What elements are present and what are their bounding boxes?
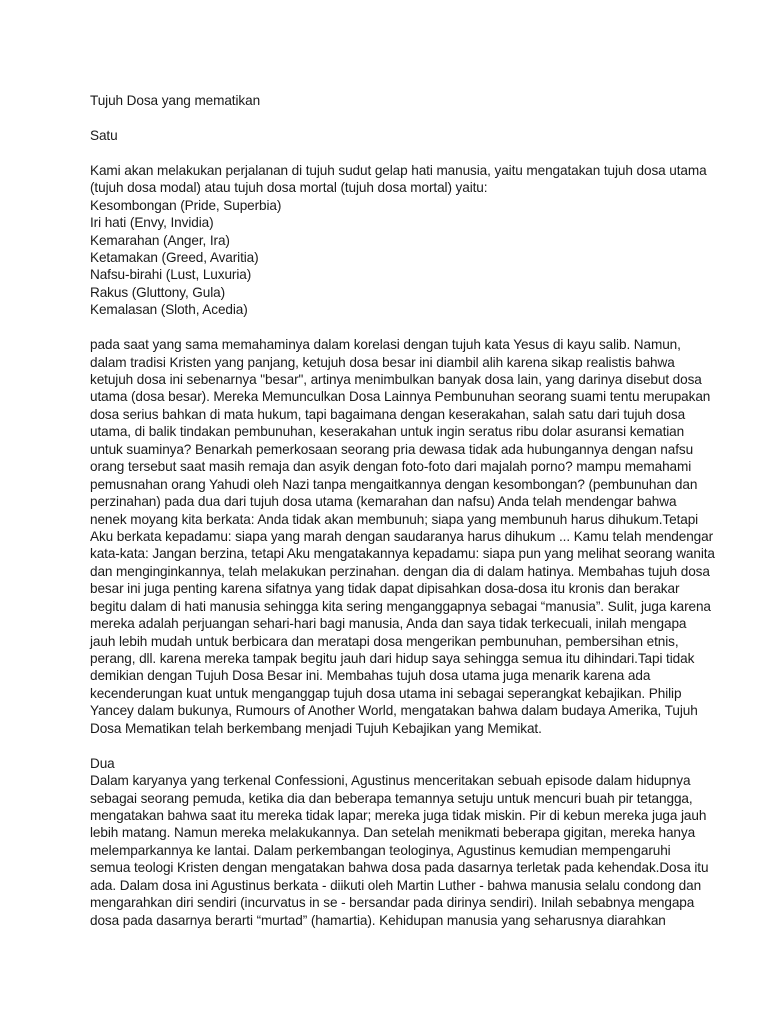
spacer [90,144,690,161]
text-line: mengarahkan diri sendiri (incurvatus in se - bersandar pada dirinya sendiri). Inilah sebabnya mengapa [90,895,695,911]
text-line: ada. Dalam dosa ini Agustinus berkata - diikuti oleh Martin Luther - bahwa manusia selalu condong dan [90,877,702,893]
text-line: lebih matang. Namun mereka melakukannya. Dan setelah menikmati beberapa gigitan, mereka hanya [90,825,696,841]
intro-paragraph [90,162,707,197]
document-body [90,92,715,929]
text-line: nenek moyang kita berkata: Anda tidak akan membunuh; siapa yang membunuh harus dihukum.Tetapi [90,511,699,527]
text-line: demikian dengan Tujuh Dosa Besar ini. Membahas tujuh dosa utama juga menarik karena ada [90,668,651,684]
text-line: perang, dll. karena mereka tampak begitu jauh dari hidup saya sehingga semua itu dihindari.Tapi tidak [90,651,695,666]
text-line: mengatakan bahwa saat itu mereka tidak lapar; mereka juga tidak miskin. Pir di kebun mereka juga jauh [90,807,707,823]
text-line: Iri hati (Envy, Invidia) [90,215,214,231]
paragraph-one [90,336,715,737]
text-line: Yancey dalam bukunya, Rumours of Another World, mengatakan bahwa dalam budaya Amerika, Tujuh [90,703,698,719]
text-line: sebagai seorang pemuda, ketika dia dan beberapa temannya setuju untuk mencuri buah pir tetangga, [90,790,693,806]
text-line: (tujuh dosa modal) atau tujuh dosa mortal (tujuh dosa mortal) yaitu: [90,180,488,196]
spacer [90,319,690,336]
text-line: begitu dalam di hati manusia sehingga kita sering menganggapnya sebagai “manusia”. Sulit, juga karena [90,598,711,614]
document-title: Tujuh Dosa yang mematikan [90,93,261,108]
text-line: Ketamakan (Greed, Avaritia) [90,249,259,265]
section-heading-satu: Satu [90,127,118,143]
text-line: Kami akan melakukan perjalanan di tujuh sudut gelap hati manusia, yaitu mengatakan tujuh dosa utama [90,162,707,178]
text-line: utama (dosa besar). Mereka Memunculkan Dosa Lainnya Pembunuhan seorang suami tentu merupakan [90,389,711,405]
text-line: Nafsu-birahi (Lust, Luxuria) [90,267,252,283]
text-line: pemusnahan orang Yahudi oleh Nazi tanpa mengaitkannya dengan kesombongan? (pembunuhan dan [90,476,698,492]
text-line: pada saat yang sama memahaminya dalam korelasi dengan tujuh kata Yesus di kayu salib. Namun, [90,337,681,353]
text-line: Kesombongan (Pride, Superbia) [90,197,282,213]
text-line: untuk suaminya? Benarkah pemerkosaan seorang pria dewasa tidak ada hubungannya dengan nafsu [90,441,694,457]
text-line: perzinahan) pada dua dari tujuh dosa utama (kemarahan dan nafsu) Anda telah mendengar bahwa [90,494,677,510]
text-line: dalam tradisi Kristen yang panjang, ketujuh dosa besar ini diambil alih karena sikap realistis bahwa [90,354,675,370]
text-line: kecenderungan kuat untuk menganggap tujuh dosa utama ini sebagai seperangkat kebajikan. Philip [90,685,682,701]
spacer [90,109,690,126]
text-line: Aku berkata kepadamu: siapa yang marah dengan saudaranya harus dihukum ... Kamu telah mendengar [90,528,714,544]
text-line: dosa pada dasarnya berarti “murtad” (hamartia). Kehidupan manusia yang seharusnya diarahkan [90,912,666,928]
text-line: utama, di balik tindakan pembunuhan, keserakahan untuk ingin seratus ribu dolar asuransi kematian [90,424,685,440]
text-line: besar ini juga penting karena sifatnya yang tidak dapat dipisahkan dosa-dosa itu kronis dan berakar [90,581,680,597]
text-line: Kemalasan (Sloth, Acedia) [90,302,248,318]
text-line: melemparkannya ke lantai. Dalam perkembangan teologinya, Agustinus kemudian mempengaruhi [90,842,671,858]
text-line: kata-kata: Jangan berzina, tetapi Aku mengatakannya kepadamu: siapa pun yang melihat seorang wanita [90,546,715,562]
text-line: dan menginginkannya, telah melakukan perzinahan. dengan dia di dalam hatinya. Membahas tujuh dosa [90,563,710,579]
text-line: mereka adalah perjuangan sehari-hari bagi manusia, Anda dan saya tidak terkecuali, inilah mengapa [90,616,687,632]
paragraph-two [90,772,709,929]
section-heading-dua: Dua [90,755,115,771]
text-line: ketujuh dosa ini sebenarnya "besar", artinya menimbulkan banyak dosa lain, yang darinya disebut dosa [90,372,702,387]
text-line: orang tersebut saat masih remaja dan asyik dengan foto-foto dari majalah porno? mampu memahami [90,459,692,475]
spacer [90,737,690,754]
text-line: dosa serius bahkan di mata hukum, tapi bagaimana dengan keserakahan, salah satu dari tujuh dosa [90,406,686,422]
sins-list [90,197,690,319]
text-line: jauh lebih mudah untuk berbicara dan meratapi dosa mengerikan pembunuhan, pembersihan etnis, [90,633,679,649]
text-line: Dosa Mematikan telah berkembang menjadi Tujuh Kebajikan yang Memikat. [90,720,542,736]
text-line: Kemarahan (Anger, Ira) [90,232,230,248]
text-line: Dalam karyanya yang terkenal Confessioni, Agustinus menceritakan sebuah episode dalam hidupnya [90,773,691,789]
text-line: Rakus (Gluttony, Gula) [90,284,226,300]
text-line: semua teologi Kristen dengan mengatakan bahwa dosa pada dasarnya terletak pada kehendak.Dosa itu [90,860,709,876]
